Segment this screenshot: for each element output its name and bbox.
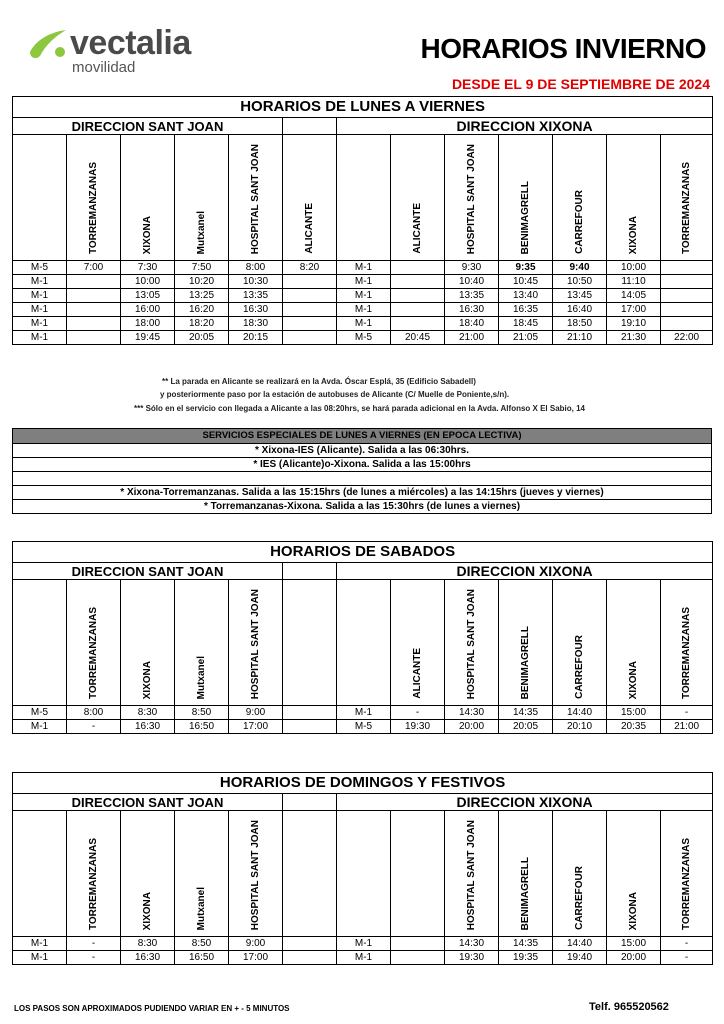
note-2: y posteriormente paso por la estación de autobuses de Alicante (C/ Muelle de Poniente,s/n).	[160, 390, 510, 399]
time-cell: 16:30	[121, 720, 175, 734]
time-cell: 7:00	[67, 261, 121, 275]
time-cell: 16:50	[175, 951, 229, 965]
time-cell: 19:30	[391, 720, 445, 734]
line-code: M-1	[13, 720, 67, 734]
stop-header: XIXONA	[607, 811, 661, 937]
time-cell: 18:30	[229, 317, 283, 331]
time-cell: 14:05	[607, 289, 661, 303]
time-cell: 9:00	[229, 937, 283, 951]
footer-disclaimer: LOS PASOS SON APROXIMADOS PUDIENDO VARIAR EN + - 5 MINUTOS	[14, 1004, 290, 1013]
line-code: M-1	[337, 706, 391, 720]
time-cell: 19:40	[553, 951, 607, 965]
time-cell	[283, 331, 337, 345]
time-cell	[283, 720, 337, 734]
time-cell: 13:45	[553, 289, 607, 303]
time-cell: 16:50	[175, 720, 229, 734]
time-cell: 10:45	[499, 275, 553, 289]
time-cell: 14:35	[499, 937, 553, 951]
saturday-table	[12, 541, 713, 734]
time-cell: 17:00	[607, 303, 661, 317]
time-cell	[283, 951, 337, 965]
time-cell: 20:45	[391, 331, 445, 345]
brand-name: vectalia	[70, 24, 191, 62]
time-cell: 18:40	[445, 317, 499, 331]
stop-header: BENIMAGRELL	[499, 580, 553, 706]
special-services-title: SERVICIOS ESPECIALES DE LUNES A VIERNES (EN EPOCA LECTIVA)	[13, 429, 712, 444]
line-code: M-1	[337, 289, 391, 303]
time-cell: 16:35	[499, 303, 553, 317]
time-cell: 17:00	[229, 720, 283, 734]
time-cell: -	[67, 951, 121, 965]
time-cell	[661, 275, 713, 289]
time-cell: -	[661, 937, 713, 951]
line-code: M-1	[337, 275, 391, 289]
time-cell: 14:30	[445, 706, 499, 720]
direction-sant-joan: DIRECCION SANT JOAN	[13, 794, 283, 811]
line-code: M-5	[13, 706, 67, 720]
time-cell	[661, 261, 713, 275]
schedule-row	[13, 303, 713, 317]
time-cell: 7:30	[121, 261, 175, 275]
schedule-row	[13, 289, 713, 303]
time-cell: 20:00	[607, 951, 661, 965]
special-service-line	[13, 472, 712, 486]
time-cell: 8:20	[283, 261, 337, 275]
special-service-line: * IES (Alicante)o-Xixona. Salida a las 15:00hrs	[13, 458, 712, 472]
time-cell: 8:30	[121, 706, 175, 720]
time-cell	[67, 317, 121, 331]
time-cell: 22:00	[661, 331, 713, 345]
time-cell: 20:10	[553, 720, 607, 734]
time-cell: 9:40	[553, 261, 607, 275]
time-cell: 19:45	[121, 331, 175, 345]
stop-header: CARREFOUR	[553, 135, 607, 261]
stop-header: HOSPITAL SANT JOAN	[229, 811, 283, 937]
direction-sant-joan: DIRECCION SANT JOAN	[13, 118, 283, 135]
time-cell: 10:50	[553, 275, 607, 289]
stop-header: HOSPITAL SANT JOAN	[445, 135, 499, 261]
special-service-line: * Xixona-IES (Alicante). Salida a las 06:30hrs.	[13, 444, 712, 458]
line-code: M-1	[13, 303, 67, 317]
time-cell: -	[391, 706, 445, 720]
time-cell	[391, 937, 445, 951]
line-code: M-5	[337, 720, 391, 734]
schedule-row	[13, 937, 713, 951]
time-cell: -	[661, 706, 713, 720]
time-cell: 15:00	[607, 706, 661, 720]
time-cell: 21:00	[445, 331, 499, 345]
stop-header: XIXONA	[121, 580, 175, 706]
time-cell	[391, 303, 445, 317]
stop-header: BENIMAGRELL	[499, 811, 553, 937]
time-cell: 16:20	[175, 303, 229, 317]
stop-header: Mutxanel	[175, 580, 229, 706]
schedule-row	[13, 951, 713, 965]
time-cell: 20:15	[229, 331, 283, 345]
footer-phone: Telf. 965520562	[589, 1001, 669, 1013]
direction-xixona: DIRECCION XIXONA	[337, 118, 713, 135]
time-cell: 8:50	[175, 706, 229, 720]
time-cell: 19:35	[499, 951, 553, 965]
time-cell: 14:40	[553, 937, 607, 951]
time-cell: 11:10	[607, 275, 661, 289]
stop-header: XIXONA	[607, 135, 661, 261]
time-cell: 21:30	[607, 331, 661, 345]
vectalia-swoosh-icon	[26, 26, 70, 62]
stop-header: ALICANTE	[391, 135, 445, 261]
time-cell: 20:05	[499, 720, 553, 734]
time-cell	[391, 951, 445, 965]
brand-subtitle: movilidad	[72, 59, 136, 76]
time-cell: 13:40	[499, 289, 553, 303]
stop-header: TORREMANZANAS	[67, 811, 121, 937]
stop-header: BENIMAGRELL	[499, 135, 553, 261]
stop-header: XIXONA	[121, 811, 175, 937]
note-1: ** La parada en Alicante se realizará en la Avda. Óscar Esplá, 35 (Edificio Sabadell)	[162, 377, 476, 386]
stop-header: TORREMANZANAS	[661, 580, 713, 706]
time-cell: 8:50	[175, 937, 229, 951]
stop-header: TORREMANZANAS	[67, 580, 121, 706]
time-cell	[283, 303, 337, 317]
note-3: *** Sólo en el servicio con llegada a Alicante a las 08:20hrs, se hará parada adicional en la Avda. Alfonso X El Sabio, 14	[134, 404, 585, 413]
line-code: M-1	[337, 317, 391, 331]
special-services	[12, 428, 712, 514]
time-cell	[391, 317, 445, 331]
time-cell: 21:05	[499, 331, 553, 345]
vectalia-logo	[26, 24, 236, 80]
time-cell: 18:50	[553, 317, 607, 331]
time-cell: 10:00	[121, 275, 175, 289]
time-cell: -	[67, 720, 121, 734]
stop-header: CARREFOUR	[553, 580, 607, 706]
saturday-schedule	[12, 541, 712, 734]
time-cell: 8:30	[121, 937, 175, 951]
weekday-schedule	[12, 96, 712, 345]
time-cell: 19:10	[607, 317, 661, 331]
time-cell	[661, 303, 713, 317]
time-cell: 13:05	[121, 289, 175, 303]
time-cell	[661, 317, 713, 331]
time-cell: 16:40	[553, 303, 607, 317]
time-cell	[67, 331, 121, 345]
time-cell: 13:25	[175, 289, 229, 303]
line-code: M-1	[13, 275, 67, 289]
time-cell: 10:20	[175, 275, 229, 289]
line-code: M-1	[13, 951, 67, 965]
time-cell: 16:30	[229, 303, 283, 317]
stop-header: ALICANTE	[283, 135, 337, 261]
stop-header: CARREFOUR	[553, 811, 607, 937]
schedule-row	[13, 317, 713, 331]
direction-xixona: DIRECCION XIXONA	[337, 563, 713, 580]
schedule-row	[13, 720, 713, 734]
time-cell: 13:35	[445, 289, 499, 303]
time-cell	[283, 289, 337, 303]
time-cell: 7:50	[175, 261, 229, 275]
line-code: M-1	[337, 303, 391, 317]
time-cell: 17:00	[229, 951, 283, 965]
time-cell: 16:30	[121, 951, 175, 965]
time-cell: -	[67, 937, 121, 951]
section-title: HORARIOS DE DOMINGOS Y FESTIVOS	[13, 773, 713, 794]
stop-header: Mutxanel	[175, 811, 229, 937]
time-cell: 20:00	[445, 720, 499, 734]
time-cell	[283, 937, 337, 951]
time-cell: 21:00	[661, 720, 713, 734]
stop-header: TORREMANZANAS	[661, 811, 713, 937]
time-cell: 14:35	[499, 706, 553, 720]
stop-header: XIXONA	[607, 580, 661, 706]
weekday-table	[12, 96, 713, 345]
time-cell: 9:30	[445, 261, 499, 275]
line-code: M-1	[13, 317, 67, 331]
line-code: M-1	[13, 289, 67, 303]
sunday-table	[12, 772, 713, 965]
stop-header: HOSPITAL SANT JOAN	[229, 135, 283, 261]
time-cell: -	[661, 951, 713, 965]
time-cell: 8:00	[229, 261, 283, 275]
time-cell: 18:45	[499, 317, 553, 331]
stop-header: ALICANTE	[391, 580, 445, 706]
stop-header: HOSPITAL SANT JOAN	[445, 580, 499, 706]
time-cell: 9:35	[499, 261, 553, 275]
special-service-line: * Xixona-Torremanzanas. Salida a las 15:15hrs (de lunes a miércoles) a las 14:15hrs (jueves y viernes)	[13, 486, 712, 500]
time-cell: 21:10	[553, 331, 607, 345]
time-cell: 10:30	[229, 275, 283, 289]
stop-header: HOSPITAL SANT JOAN	[229, 580, 283, 706]
special-service-line: * Torremanzanas-Xixona. Salida a las 15:30hrs (de lunes a viernes)	[13, 500, 712, 514]
stop-header: HOSPITAL SANT JOAN	[445, 811, 499, 937]
section-title: HORARIOS DE LUNES A VIERNES	[13, 97, 713, 118]
line-code: M-1	[13, 937, 67, 951]
section-title: HORARIOS DE SABADOS	[13, 542, 713, 563]
line-code: M-1	[337, 261, 391, 275]
validity-date: DESDE EL 9 DE SEPTIEMBRE DE 2024	[451, 76, 710, 92]
time-cell	[283, 317, 337, 331]
time-cell: 10:00	[607, 261, 661, 275]
time-cell: 16:30	[445, 303, 499, 317]
line-code: M-5	[337, 331, 391, 345]
time-cell	[67, 275, 121, 289]
time-cell	[283, 275, 337, 289]
stop-header: Mutxanel	[175, 135, 229, 261]
direction-xixona: DIRECCION XIXONA	[337, 794, 713, 811]
time-cell: 14:30	[445, 937, 499, 951]
time-cell	[67, 303, 121, 317]
line-code: M-5	[13, 261, 67, 275]
time-cell: 8:00	[67, 706, 121, 720]
time-cell: 14:40	[553, 706, 607, 720]
time-cell: 18:00	[121, 317, 175, 331]
time-cell: 13:35	[229, 289, 283, 303]
time-cell: 20:05	[175, 331, 229, 345]
time-cell: 18:20	[175, 317, 229, 331]
line-code: M-1	[13, 331, 67, 345]
page-title: HORARIOS INVIERNO	[420, 33, 706, 64]
stop-header: XIXONA	[121, 135, 175, 261]
time-cell: 10:40	[445, 275, 499, 289]
schedule-row	[13, 261, 713, 275]
schedule-row	[13, 275, 713, 289]
stop-header: TORREMANZANAS	[67, 135, 121, 261]
schedule-row	[13, 706, 713, 720]
schedule-row	[13, 331, 713, 345]
time-cell: 15:00	[607, 937, 661, 951]
sunday-schedule	[12, 772, 712, 965]
line-code: M-1	[337, 937, 391, 951]
stop-header: TORREMANZANAS	[661, 135, 713, 261]
direction-sant-joan: DIRECCION SANT JOAN	[13, 563, 283, 580]
time-cell	[661, 289, 713, 303]
time-cell	[283, 706, 337, 720]
time-cell	[391, 289, 445, 303]
time-cell: 9:00	[229, 706, 283, 720]
time-cell	[67, 289, 121, 303]
time-cell: 20:35	[607, 720, 661, 734]
time-cell	[391, 275, 445, 289]
time-cell	[391, 261, 445, 275]
time-cell: 19:30	[445, 951, 499, 965]
time-cell: 16:00	[121, 303, 175, 317]
line-code: M-1	[337, 951, 391, 965]
